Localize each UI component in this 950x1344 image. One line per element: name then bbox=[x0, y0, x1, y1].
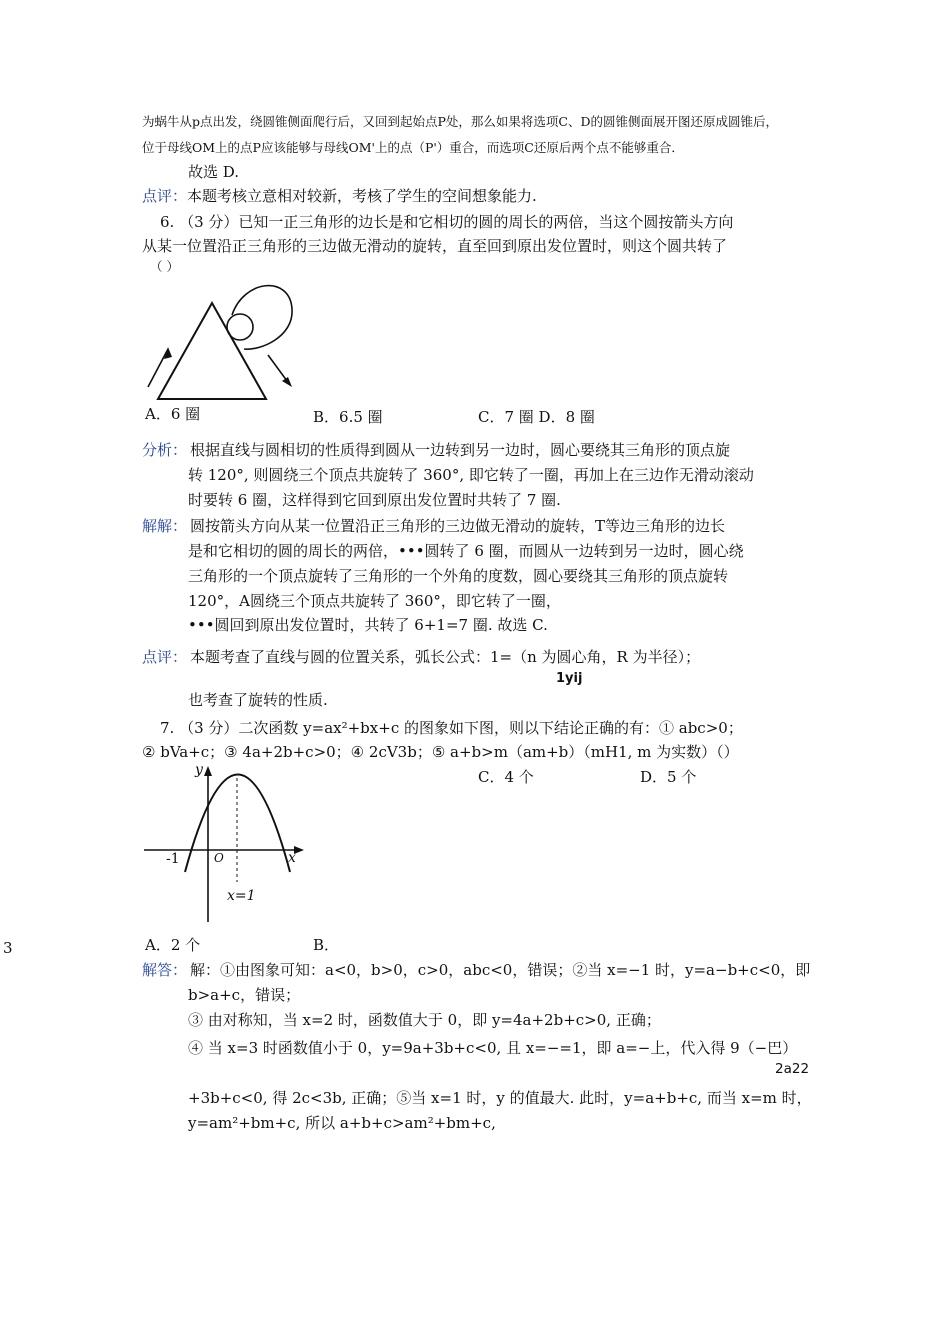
option-a: A．6 圈 bbox=[145, 405, 201, 423]
answer-line: ③ 由对称知，当 x=2 时，函数值大于 0，即 y=4a+2b+c>0, 正确； bbox=[188, 1011, 661, 1029]
option-c: C．4 个 bbox=[478, 768, 534, 786]
question-6-line: 6. （3 分）已知一正三角形的边长是和它相切的圆的周长的两倍，当这个圆按箭头方向 bbox=[160, 213, 734, 231]
solution-line: 是和它相切的圆的周长的两倍，•••圆转了 6 圈，而圆从一边转到另一边时，圆心绕 bbox=[188, 542, 744, 560]
origin-label: O bbox=[214, 851, 224, 865]
question-7-line: ② bVa+c；③ 4a+2b+c>0；④ 2cV3b；⑤ a+b>m（am+b）（mH1, m 为实数）（） bbox=[142, 743, 739, 761]
text-line: 故选 D. bbox=[188, 163, 240, 181]
text-line: 为蜗牛从p点出发，绕圆锥侧面爬行后，又回到起始点P处，那么如果将选项C、D的圆锥侧面展开图还原成圆锥后， bbox=[142, 114, 779, 129]
answer-line: b>a+c，错误； bbox=[188, 986, 301, 1004]
neg-one-label: -1 bbox=[166, 851, 180, 867]
analysis-label: 分析： bbox=[142, 441, 188, 459]
answer-line: +3b+c<0, 得 2c<3b, 正确；⑤当 x=1 时，y 的值最大. 此时，y=a+b+c, 而当 x=m 时， bbox=[188, 1089, 812, 1107]
solution-line: •••圆回到原出发位置时，共转了 6+1=7 圈. 故选 C. bbox=[188, 616, 548, 634]
comment-text: 本题考核立意相对较新，考核了学生的空间想象能力. bbox=[187, 187, 537, 205]
analysis-line: 时要转 6 圈，这样得到它回到原出发位置时共转了 7 圈. bbox=[188, 491, 561, 509]
solution-label: 解解： bbox=[142, 517, 188, 535]
answer-line: ④ 当 x=3 时函数值小于 0，y=9a+3b+c<0, 且 x=−=1，即 a=−上，代入得 9（−巴） bbox=[188, 1039, 798, 1057]
solution-line: 圆按箭头方向从某一位置沿正三角形的三边做无滑动的旋转，T等边三角形的边长 bbox=[190, 517, 726, 535]
analysis-line: 根据直线与圆相切的性质得到圆从一边转到另一边时，圆心要绕其三角形的顶点旋 bbox=[190, 441, 731, 459]
parabola-graph bbox=[140, 762, 310, 927]
answer-line: 解：①由图象可知：a<0，b>0，c>0，abc<0，错误；②当 x=−1 时，y=a−b+c<0，即 bbox=[190, 961, 811, 979]
formula-fraction: 2a22 bbox=[775, 1061, 810, 1077]
option-a: A．2 个 bbox=[145, 936, 201, 954]
option-b: B． bbox=[313, 936, 340, 954]
solution-line: 三角形的一个顶点旋转了三角形的一个外角的度数，圆心要绕其三角形的顶点旋转 bbox=[188, 567, 729, 585]
formula-fraction: 1yij bbox=[556, 671, 583, 686]
option-b: B．6.5 圈 bbox=[313, 408, 383, 426]
margin-number: 3 bbox=[3, 939, 13, 957]
solution-line: 120°，A圆绕三个顶点共旋转了 360°，即它转了一圈， bbox=[188, 592, 561, 610]
comment-line bbox=[142, 186, 537, 206]
comment-line: 本题考查了直线与圆的位置关系，弧长公式：1=（n 为圆心角，R 为半径）； bbox=[190, 648, 701, 666]
triangle-rolling-circle-figure bbox=[140, 275, 300, 405]
answer-line: y=am²+bm+c, 所以 a+b+c>am²+bm+c, bbox=[188, 1114, 496, 1132]
option-c-d: C．7 圈 D．8 圈 bbox=[478, 408, 595, 426]
question-7-line: 7. （3 分）二次函数 y=ax²+bx+c 的图象如下图，则以下结论正确的有：① abc>0； bbox=[160, 719, 743, 737]
option-d: D．5 个 bbox=[640, 768, 697, 786]
text-line: 位于母线OM上的点P应该能够与母线OM'上的点（P'）重合，而选项C还原后两个点不能够重合． bbox=[142, 140, 684, 155]
y-axis-label: y bbox=[195, 762, 203, 778]
question-6-blank: （ ） bbox=[150, 259, 179, 274]
analysis-line: 转 120°, 则圆绕三个顶点共旋转了 360°, 即它转了一圈，再加上在三边作无滑动滚动 bbox=[188, 466, 754, 484]
comment-line: 也考查了旋转的性质. bbox=[188, 691, 328, 709]
comment-label: 点评： bbox=[142, 187, 188, 205]
axis-of-symmetry-label: x=1 bbox=[227, 888, 256, 904]
comment-label: 点评： bbox=[142, 648, 188, 666]
answer-label: 解答： bbox=[142, 961, 188, 979]
x-axis-label: x bbox=[288, 850, 296, 866]
question-6-line: 从某一位置沿正三角形的三边做无滑动的旋转，直至回到原出发位置时，则这个圆共转了 bbox=[142, 237, 728, 255]
